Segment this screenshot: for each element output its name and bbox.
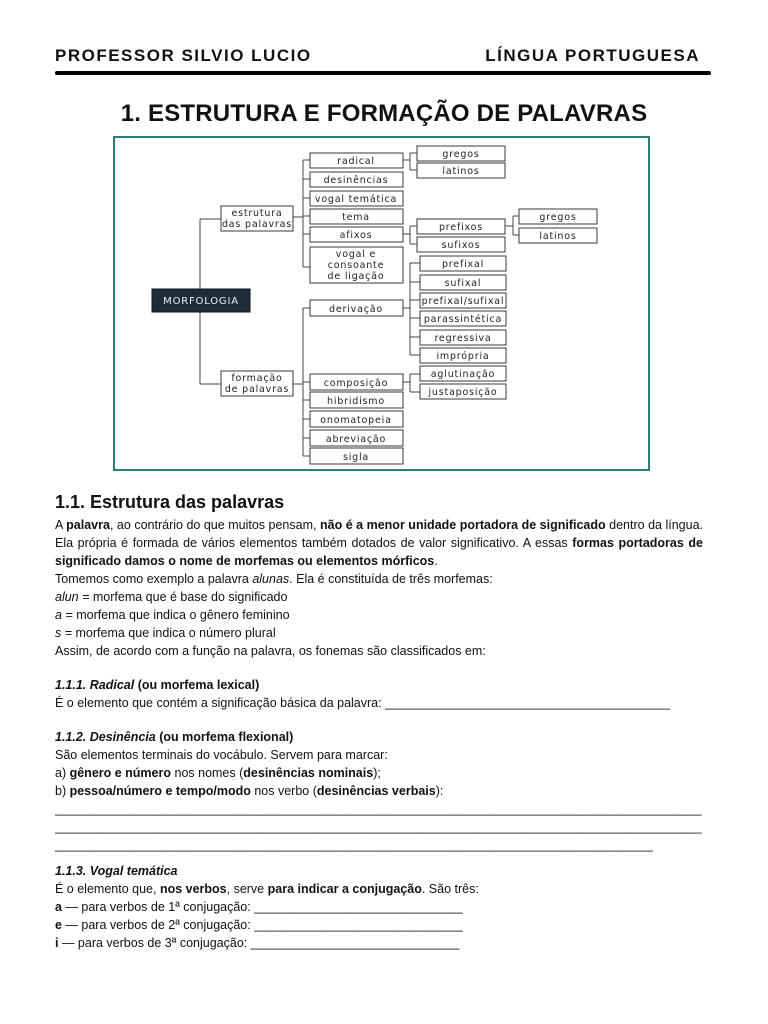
- p1-text: A: [55, 518, 67, 532]
- p1-text: dentro da língua.: [605, 518, 704, 532]
- radical-line: [55, 694, 703, 712]
- desinencia-line-1: São elementos terminais do vocábulo. Servem para marcar:: [55, 748, 388, 762]
- node-afixos-label: afixos: [339, 230, 373, 241]
- desinencia-suffix: (ou morfema flexional): [155, 730, 294, 744]
- conjugation-text: — para verbos de 1ª conjugação:: [61, 900, 255, 914]
- morphology-diagram: [113, 136, 650, 471]
- morpheme-term: a =: [55, 608, 73, 622]
- morpheme-desc: morfema que é base do significado: [89, 590, 288, 604]
- desinencia-line-2: [55, 764, 703, 782]
- node-radical-gregos-label: gregos: [442, 149, 480, 160]
- intro-paragraph: [55, 516, 703, 570]
- conjugation-text: — para verbos de 2ª conjugação:: [61, 918, 255, 932]
- example-word: alunas: [252, 572, 290, 586]
- morpheme-term: s =: [55, 626, 73, 640]
- node-vogal-consoante-label-3: de ligação: [327, 271, 385, 282]
- desinencia-bold: gênero e número: [69, 766, 172, 780]
- radical-text: É o elemento que contém a significação básica da palavra:: [55, 696, 386, 710]
- node-prefixal-label: prefixal: [441, 259, 485, 270]
- node-sufixal-label: sufixal: [444, 278, 482, 289]
- node-derivacao-label: derivação: [329, 304, 383, 315]
- node-abreviacao-label: abreviação: [325, 434, 387, 445]
- desinencia-text: b): [55, 784, 70, 798]
- radical-heading: [55, 676, 703, 694]
- answer-blank-line[interactable]: ______________________________________________________________________________________: [55, 838, 653, 852]
- morpheme-line: [55, 606, 703, 624]
- desinencia-bold: desinências nominais: [243, 766, 374, 780]
- example-intro: [55, 570, 703, 588]
- header-author: PROFESSOR SILVIO LUCIO: [55, 46, 312, 65]
- header-rule: [55, 71, 711, 75]
- vogal-bold: para indicar a conjugação: [267, 882, 422, 896]
- conjugation-letter: i: [55, 936, 59, 950]
- p1-bold: palavra: [66, 518, 110, 532]
- node-estrutura-label-2: das palavras: [221, 219, 293, 230]
- conjugation-letter: e: [55, 918, 62, 932]
- desinencia-bold: desinências verbais: [316, 784, 436, 798]
- conjugation-text: — para verbos de 3ª conjugação:: [58, 936, 251, 950]
- morpheme-term: alun =: [55, 590, 90, 604]
- header-subject: LÍNGUA PORTUGUESA: [485, 46, 700, 65]
- vogal-text: , serve: [226, 882, 268, 896]
- conjugation-blank[interactable]: ______________________________: [254, 900, 463, 914]
- example-text: Tomemos como exemplo a palavra: [55, 572, 253, 586]
- node-prefixos-label: prefixos: [438, 222, 484, 233]
- p1-text: ,: [109, 518, 117, 532]
- desinencia-line-3: [55, 782, 703, 800]
- closing-line: Assim, de acordo com a função na palavra, os fonemas são classificados em:: [55, 644, 486, 658]
- desinencia-bold: pessoa/número e tempo/modo: [69, 784, 251, 798]
- vogal-text: . São três:: [421, 882, 479, 896]
- node-regressiva-label: regressiva: [434, 333, 492, 344]
- answer-blank-line[interactable]: _____________________________________________________________________________________________: [55, 802, 702, 816]
- conjugation-line: [55, 898, 703, 916]
- conjugation-blank[interactable]: ______________________________: [254, 918, 463, 932]
- morpheme-line: [55, 624, 703, 642]
- node-radical-label: radical: [337, 156, 375, 167]
- p1-text: Ela própria é: [55, 536, 129, 550]
- node-tema-label: tema: [342, 212, 370, 223]
- p1-bold: não é a menor unidade portadora de significado: [319, 518, 606, 532]
- morpheme-line: [55, 588, 703, 606]
- page-title: 1. ESTRUTURA E FORMAÇÃO DE PALAVRAS: [120, 100, 648, 127]
- node-vogal-tematica-label: vogal temática: [314, 194, 398, 205]
- p1-bold: formas portadoras de significado damos o nome de morfemas ou elementos mórficos: [55, 536, 703, 568]
- node-prefixos-latinos-label: latinos: [539, 231, 577, 242]
- node-radical-latinos-label: latinos: [442, 166, 480, 177]
- morpheme-desc: morfema que indica o número plural: [72, 626, 276, 640]
- node-desinencias-label: desinências: [323, 175, 389, 186]
- node-composicao-label: composição: [323, 378, 389, 389]
- conjugation-line: [55, 916, 703, 934]
- vogal-heading: [55, 862, 703, 880]
- vogal-label: 1.1.3. Vogal temática: [55, 864, 178, 878]
- vogal-line-1: [55, 880, 703, 898]
- conjugation-line: [55, 934, 703, 952]
- node-formacao-label-2: de palavras: [224, 384, 290, 395]
- desinencia-text: a): [55, 766, 70, 780]
- node-formacao-label-1: formação: [231, 373, 283, 384]
- node-morfologia-label: MORFOLOGIA: [163, 296, 239, 307]
- p1-text: ao contrário do que muitos pensam: [116, 518, 313, 532]
- node-sufixos-label: sufixos: [441, 240, 481, 251]
- desinencia-heading: [55, 728, 703, 746]
- example-text: . Ela é constituída de três morfemas:: [289, 572, 493, 586]
- desinencia-text: nos verbo (: [250, 784, 317, 798]
- node-impropria-label: imprópria: [436, 351, 490, 362]
- radical-suffix: (ou morfema lexical): [134, 678, 260, 692]
- p1-text: ,: [313, 518, 320, 532]
- desinencia-text: ):: [435, 784, 444, 798]
- desinencia-text: nos nomes (: [171, 766, 244, 780]
- node-vogal-consoante-label-1: vogal e: [335, 249, 377, 260]
- vogal-text: É o elemento que,: [55, 882, 160, 896]
- node-hibridismo-label: hibridismo: [327, 396, 385, 407]
- desinencia-label: 1.1.2. Desinência: [55, 730, 156, 744]
- node-vogal-consoante-label-2: consoante: [327, 260, 385, 271]
- node-prefixos-gregos-label: gregos: [539, 212, 577, 223]
- conjugation-letter: a: [55, 900, 62, 914]
- p1-text: formada de vários elementos também dotados de valor significativo. A essas: [128, 536, 573, 550]
- node-sigla-label: sigla: [342, 452, 370, 463]
- morphology-tree: [115, 138, 648, 469]
- node-estrutura-label-1: estrutura: [231, 208, 283, 219]
- node-aglutinacao-label: aglutinação: [430, 369, 496, 380]
- answer-blank-line[interactable]: _____________________________________________________________________________________________: [55, 820, 702, 834]
- node-onomatopeia-label: onomatopeia: [320, 415, 392, 426]
- section-heading: 1.1. Estrutura das palavras: [55, 492, 285, 512]
- vogal-bold: nos verbos: [159, 882, 227, 896]
- node-parassintetica-label: parassintética: [423, 314, 503, 325]
- radical-label: 1.1.1. Radical: [55, 678, 135, 692]
- desinencia-text: );: [373, 766, 381, 780]
- morpheme-desc: morfema que indica o gênero feminino: [72, 608, 290, 622]
- node-justaposicao-label: justaposição: [428, 387, 498, 398]
- conjugation-blank[interactable]: ______________________________: [250, 936, 460, 950]
- p1-text: .: [434, 554, 438, 568]
- radical-blank[interactable]: _________________________________________: [385, 696, 671, 710]
- node-prefixal-sufixal-label: prefixal/sufixal: [421, 296, 505, 307]
